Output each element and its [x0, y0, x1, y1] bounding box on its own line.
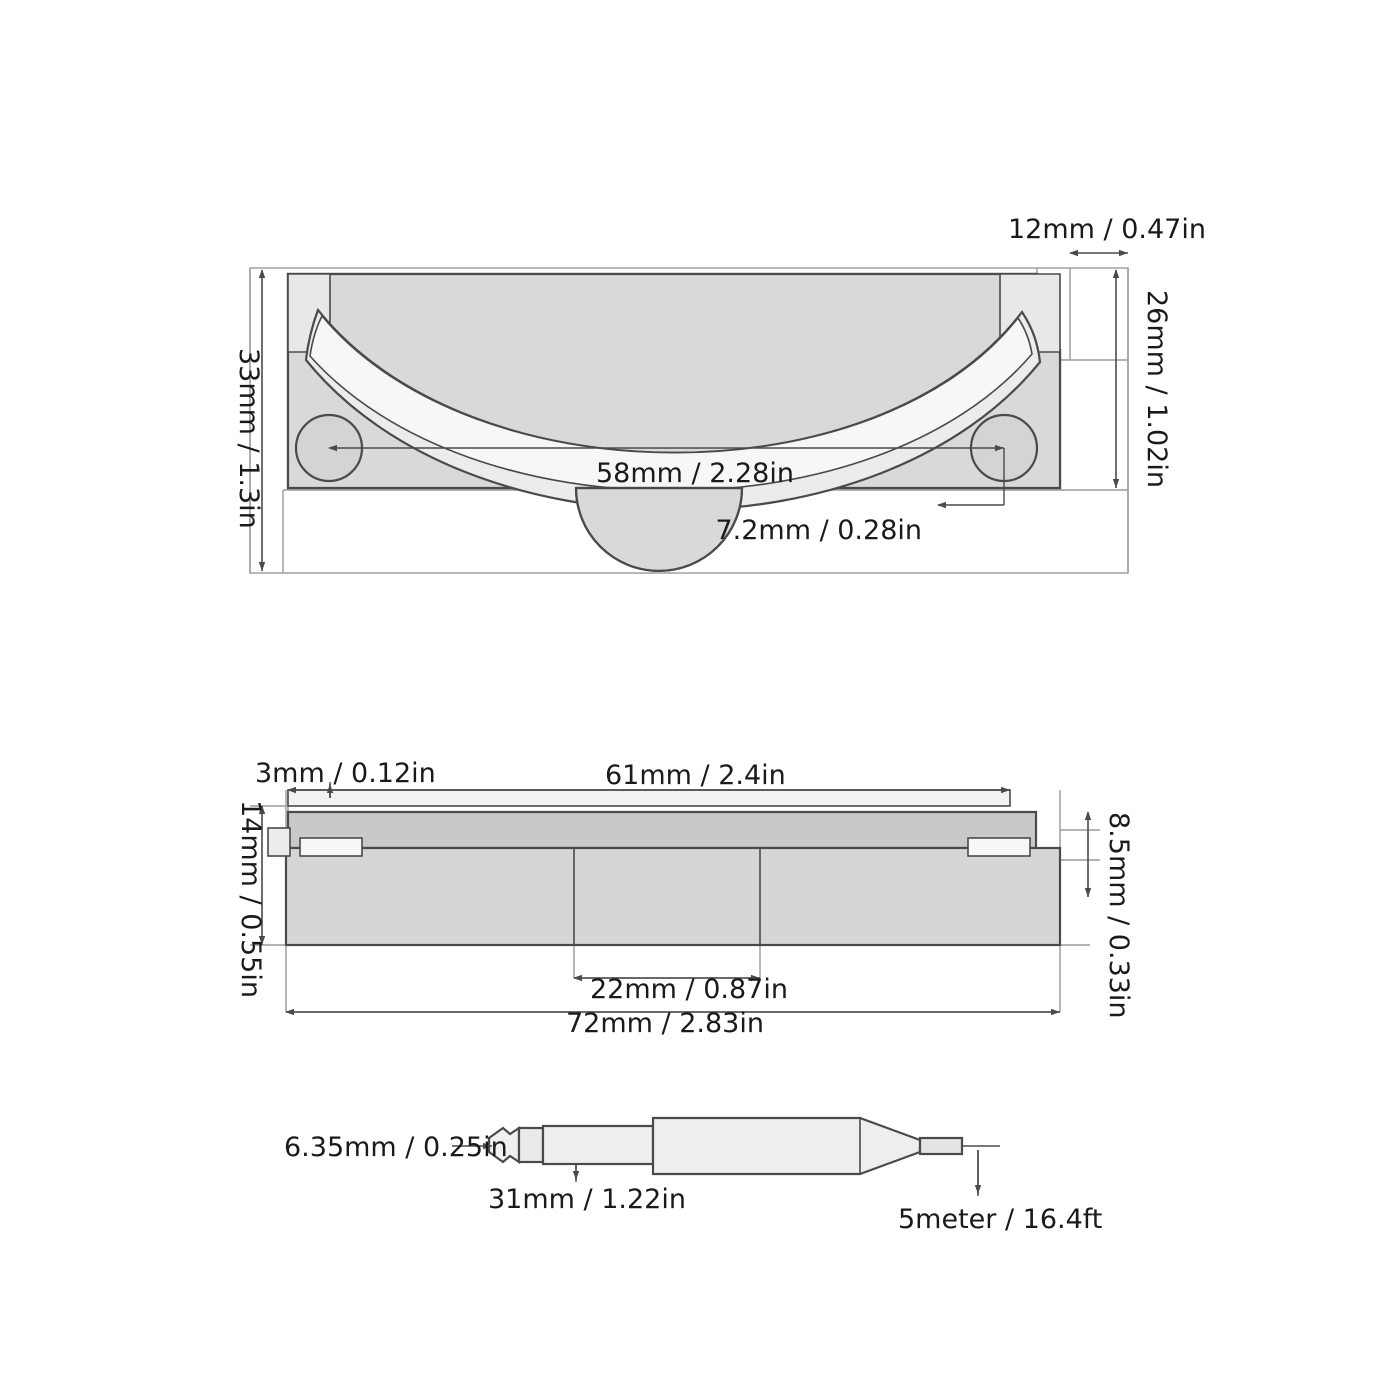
side-left-tab: [268, 828, 290, 856]
label-plug-diameter: 6.35mm / 0.25in: [284, 1132, 508, 1163]
label-top-hole-diameter: 7.2mm / 0.28in: [715, 515, 922, 546]
label-side-top-length: 61mm / 2.4in: [605, 760, 786, 791]
side-body: [286, 848, 1060, 945]
plug-body: [653, 1118, 920, 1174]
label-side-center-length: 22mm / 0.87in: [590, 974, 788, 1005]
plug-shaft: [543, 1126, 653, 1164]
label-side-left-height: 14mm / 0.55in: [235, 800, 266, 998]
view-top: [250, 253, 1128, 573]
label-top-hole-spacing: 58mm / 2.28in: [596, 458, 794, 489]
label-side-strip-thickness: 3mm / 0.12in: [255, 758, 436, 789]
label-side-right-height: 8.5mm / 0.33in: [1103, 812, 1134, 1019]
label-top-height-left: 33mm / 1.3in: [233, 348, 264, 529]
side-notch-right: [968, 838, 1030, 856]
side-top-strip: [288, 790, 1010, 806]
label-plug-length: 31mm / 1.22in: [488, 1184, 686, 1215]
side-upper-bar: [288, 812, 1036, 848]
label-top-height-right: 26mm / 1.02in: [1141, 290, 1172, 488]
side-notch-left: [300, 838, 362, 856]
label-top-tab-width: 12mm / 0.47in: [1008, 214, 1206, 245]
cable-boot: [920, 1138, 962, 1154]
label-side-total-length: 72mm / 2.83in: [566, 1008, 764, 1039]
label-cable-length: 5meter / 16.4ft: [898, 1204, 1103, 1235]
plug-ring: [519, 1128, 543, 1162]
